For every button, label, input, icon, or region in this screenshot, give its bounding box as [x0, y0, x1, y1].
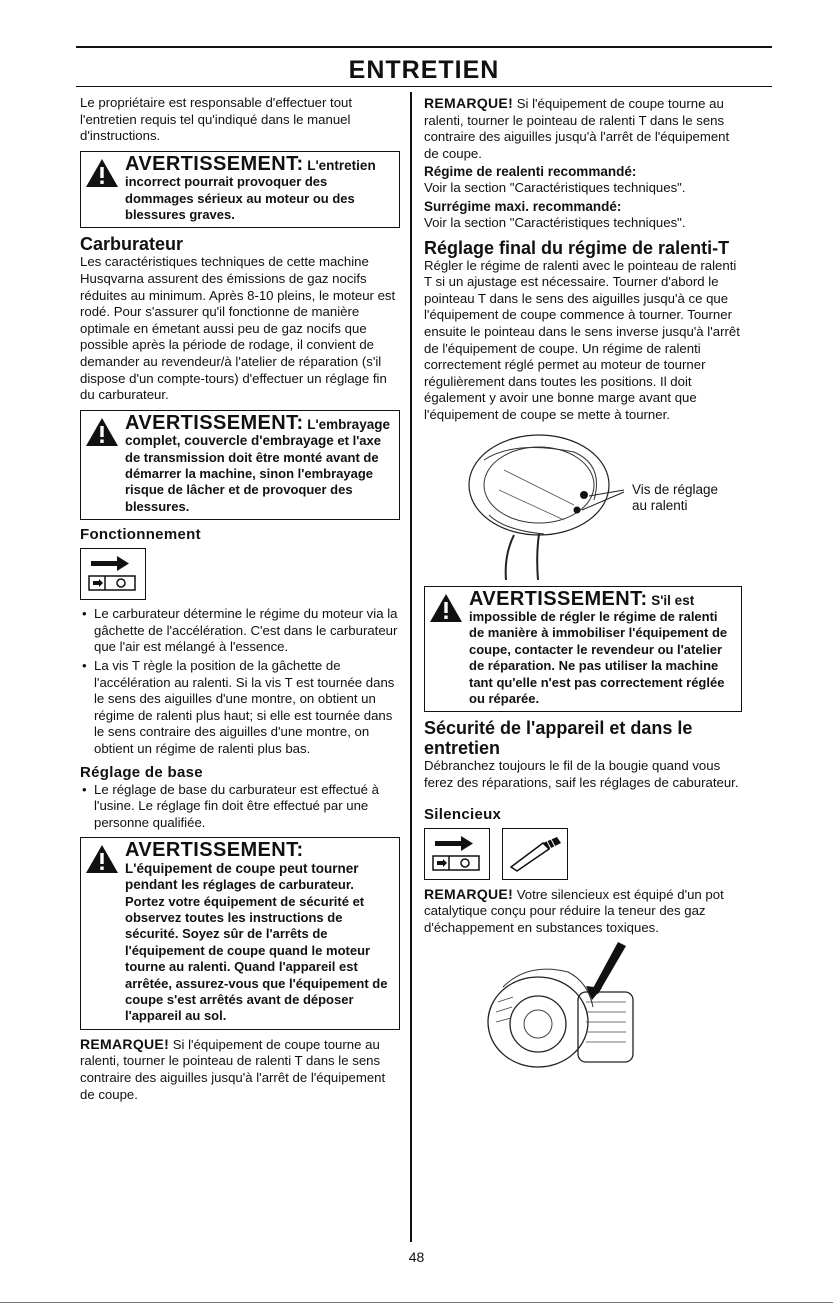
warning-triangle-icon — [85, 844, 119, 874]
remarque-text: Si l'équipement de coupe tourne au ralenti, tourner le pointeau de ralenti T dans le sens contraire des aiguilles jusqu'à l'arrêt de l'équipement de coupe. — [80, 1036, 386, 1102]
carburetor-figure — [424, 430, 742, 580]
left-column — [80, 95, 400, 1105]
column-divider — [410, 92, 412, 1242]
warning-body: les réglages de carburateur. Portez votre équipement de sécurité et observez toutes les instructions de sécurité. Soyez sûr de l'arrêts de l'équipement de coupe quand le moteur tourne au ralenti. Quand l'appareil est arrêtée, assurez-vous que l'équipement de coupe s'est arrêtés avant de déposer l'appareil au sol. — [125, 877, 388, 1024]
right-column — [424, 95, 742, 1077]
remarque-paragraph — [80, 1036, 400, 1103]
surregime-title: Surrégime maxi. recommandé: — [424, 198, 622, 214]
warning-lead: S'il est — [651, 592, 695, 608]
warning-title: AVERTISSEMENT: — [125, 411, 304, 434]
reglage-final-text: Régler le régime de ralenti avec le pointeau de ralenti T si un ajustage est nécessaire. Tourner d'abord le pointeau T dans le sens des aiguilles jusqu'à ce que l'équipement de coupe commence à tourner. Tourner ensuite le pointeau dans le sens inverse jusqu'à l'arrêt de l'équipement de coupe. Un régime de ralenti correctement réglé permet au moteur de tourner régulièrement dans toutes les positions. Il doit également y avoir une bonne marge avant que l'équipement de coupe se mette à tourner. — [424, 257, 740, 422]
warning-box-1 — [80, 151, 400, 229]
section-title-reglage: Réglage de base — [80, 763, 203, 781]
remarque-label: REMARQUE! — [424, 95, 514, 111]
remarque-text: Votre silencieux est équipé d'un pot catalytique conçu pour réduire la teneur des gaz d'échappement en substances toxiques. — [424, 886, 724, 935]
section-title-fonctionnement: Fonctionnement — [80, 526, 201, 544]
top-rule — [76, 46, 772, 48]
figure-label: Vis de réglage au ralenti — [632, 481, 719, 513]
warning-body: impossible de régler le régime de ralenti de manière à immobiliser l'équipement de coupe, contacter le revendeur ou l'atelier de réparation. Ne pas utiliser la machine tant qu'elle n'est pas correctement réglée ou réparée. — [469, 608, 728, 706]
tool-symbol-icon — [80, 548, 146, 600]
section-title-silencieux: Silencieux — [424, 805, 502, 823]
remarque-text: Si l'équipement de coupe tourne au ralenti, tourner le pointeau de ralenti T dans le sens contraire des aiguilles jusqu'à l'arrêt de l'équipement de coupe. — [424, 96, 730, 161]
warning-body: incorrect pourrait provoquer des dommages sérieux au moteur ou des blessures graves. — [125, 174, 355, 222]
warning-box-4 — [424, 586, 742, 713]
securite-text: Débranchez toujours le fil de la bougie quand vous ferez des réparations, saif les réglages de caburateur. — [424, 758, 739, 790]
warning-title: AVERTISSEMENT: — [469, 587, 648, 610]
regime-title: Régime de realenti recommandé: — [424, 164, 637, 180]
list-item: • Le carburateur détermine le régime du moteur via la gâchette de l'accélération. C'est dans le carburateur que l'air est mélangé à l'essence. — [80, 606, 400, 656]
warning-box-2 — [80, 410, 400, 520]
carburateur-text: Les caractéristiques techniques de cette machine Husqvarna assurent des émissions de gaz nocifs réduites au minimum. Après 8-10 pleins, le moteur est rodé. Pour s'assurer qu'il fonctionne de manière optimale en émetant aussi peu de gaz nocifs que possible après la période de rodage, il convient de demander au revendeur/à l'atelier de réparation (s'il dispose d'un compte-tours) d'effectuer un réglage fin du carburateur. — [80, 254, 396, 403]
list-item: • Le réglage de base du carburateur est effectué à l'usine. Le réglage fin doit être effectué par une personne qualifiée. — [80, 782, 400, 832]
muffler-engine-illustration — [468, 942, 668, 1077]
warning-triangle-icon — [429, 593, 463, 623]
remarque-label: REMARQUE! — [424, 885, 514, 902]
warning-lead: L'entretien — [307, 157, 376, 173]
remarque-label: REMARQUE! — [80, 1035, 170, 1052]
warning-triangle-icon — [85, 417, 119, 447]
warning-box-3 — [80, 837, 400, 1029]
remarque-paragraph — [424, 95, 742, 162]
brush-tool-icon — [502, 828, 568, 880]
fonctionnement-list — [80, 606, 400, 757]
section-title-securite: Sécurité de l'appareil et dans le entretien — [424, 718, 693, 759]
page-number: 48 — [408, 1249, 425, 1265]
warning-triangle-icon — [85, 158, 119, 188]
section-title-carburateur: Carburateur — [80, 234, 184, 255]
page-title: ENTRETIEN — [348, 56, 500, 84]
surregime-text: Voir la section "Caractéristiques techniques". — [424, 214, 686, 230]
warning-body: et l'axe de transmission doit être monté avant de démarrer la machine, sinon l'embrayage risque de lâcher et de provoquer des blessures. — [125, 433, 381, 514]
tool-symbol-icon — [424, 828, 490, 880]
header-rule — [76, 86, 772, 87]
intro-text: Le propriétaire est responsable d'effectuer tout l'entretien requis tel qu'indiqué dans le manuel d'instructions. — [80, 95, 353, 144]
warning-title: AVERTISSEMENT: — [125, 839, 304, 862]
warning-title: AVERTISSEMENT: — [125, 152, 304, 175]
bottom-rule — [0, 1302, 833, 1303]
carburetor-illustration — [444, 430, 644, 580]
warning-lead: L'équipement de coupe peut tourner pendant — [125, 860, 359, 893]
section-title-reglage-final: Réglage final du régime de ralenti-T — [424, 237, 730, 258]
warning-lead: L'embrayage complet, couvercle d'embrayage — [125, 416, 390, 449]
regime-text: Voir la section "Caractéristiques techniques". — [424, 180, 686, 196]
remarque-paragraph — [424, 886, 742, 937]
list-item: • La vis T règle la position de la gâchette de l'accélération au ralenti. Si la vis T est tournée dans le sens des aiguilles d'une montre, on obtient un régime de ralenti plus haut; si elle est tournée dans le sens contraire des aiguilles d'une montre, on obtient un régime de ralenti plus bas. — [80, 658, 400, 758]
reglage-list — [80, 782, 400, 832]
